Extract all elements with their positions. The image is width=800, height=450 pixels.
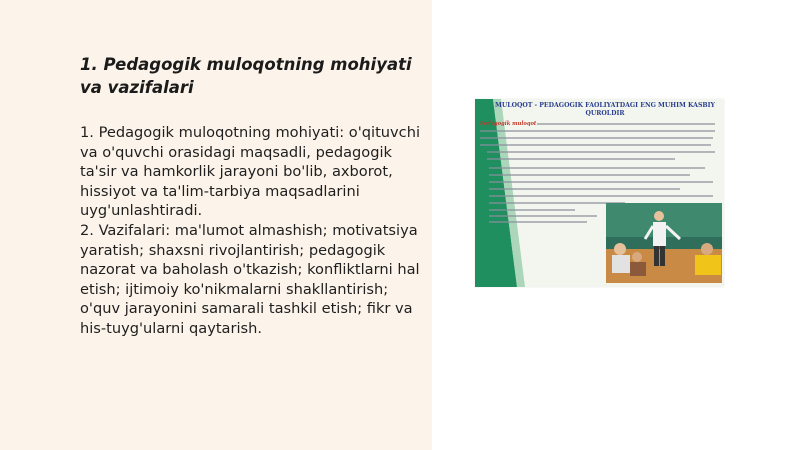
paragraph-essence: 1. Pedagogik muloqotning mohiyati: o'qituvchi va o'quvchi orasidagi maqsadli, pedagogik ta'sir va hamkorlik jarayoni bo'lib, axborot, hissiyot va ta'lim-tarbiya maqsadlarini uyg'unlashtiradi. xyxy=(80,124,421,220)
paragraph-functions: 2. Vazifalari: ma'lumot almashish; motivatsiya yaratish; shaxsni rivojlantirish; pedagogik nazorat va baholash o'tkazish; konfliktlarni hal etish; ijtimoiy ko'nikmalarni shakllantirish; o'quv jarayonini samarali tashkil etish; fikr va his-tuyg'ularni qaytarish. xyxy=(80,221,420,337)
classroom-photo xyxy=(606,203,722,283)
illustration-first-words: Pedagogik muloqot xyxy=(480,121,537,127)
illustration-image xyxy=(475,99,724,287)
slide-body xyxy=(80,123,425,339)
illustration-heading-1: MULOQOT - PEDAGOGIK FAOLIYATDAGI ENG MUHIM KASBIY xyxy=(495,102,715,109)
slide-title: 1. Pedagogik muloqotning mohiyati va vazifalari xyxy=(80,55,412,97)
illustration-graphic xyxy=(475,99,724,287)
illustration-heading-2: QUROLDIR xyxy=(585,110,625,117)
